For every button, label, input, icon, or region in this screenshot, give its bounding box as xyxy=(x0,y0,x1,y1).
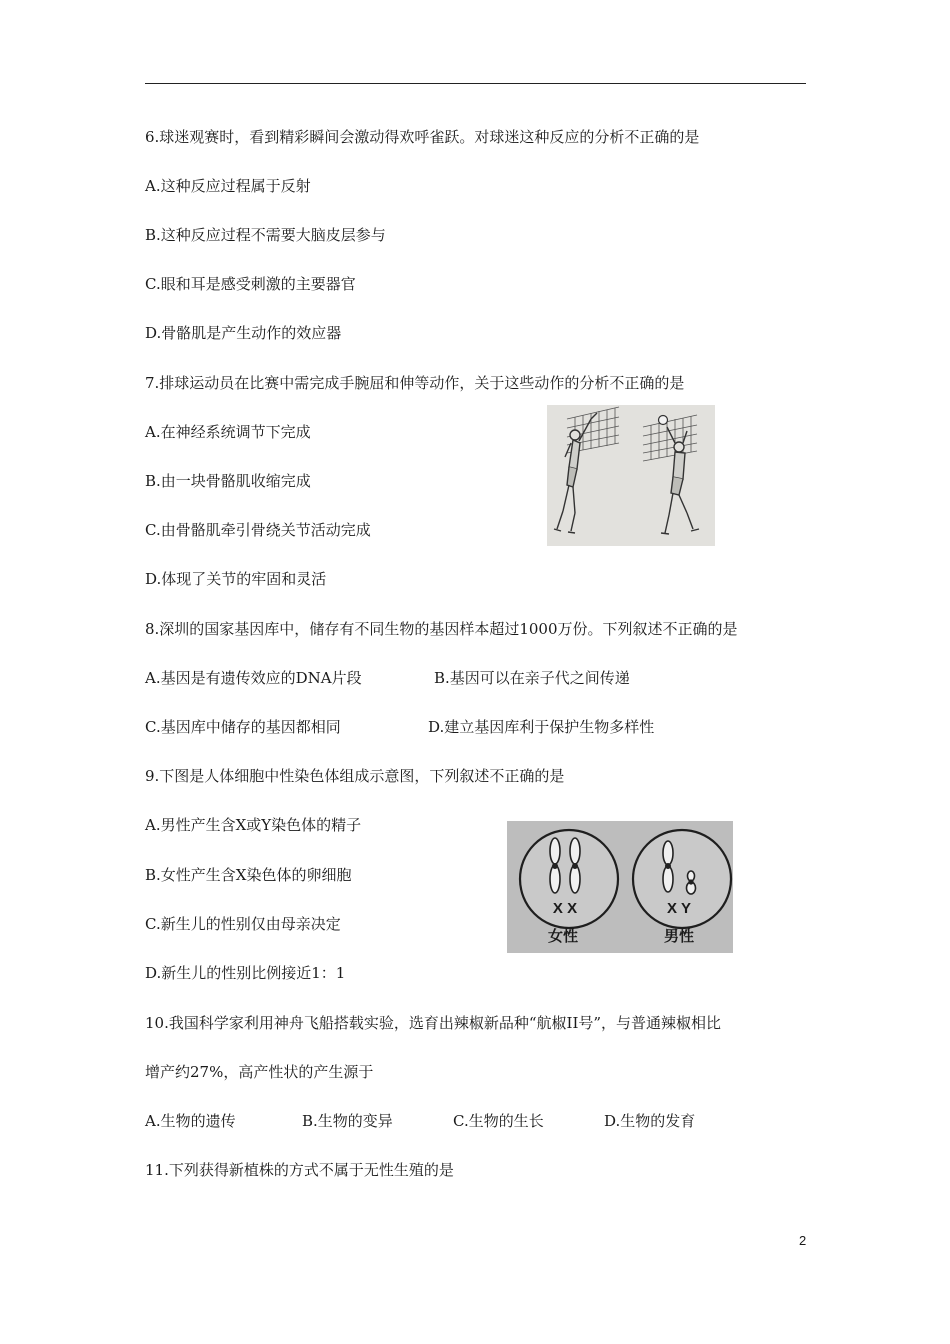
q10-option-b: B.生物的变异 xyxy=(302,1112,393,1130)
female-chromosome-label: X X xyxy=(552,900,578,917)
header-rule xyxy=(145,83,806,84)
q10-stem-line1: 10.我国科学家利用神舟飞船搭载实验，选育出辣椒新品种“航椒II号”，与普通辣椒相比 xyxy=(145,1014,722,1032)
q6-stem: 6.球迷观赛时，看到精彩瞬间会激动得欢呼雀跃。对球迷这种反应的分析不正确的是 xyxy=(145,128,700,146)
q9-option-a: A.男性产生含X或Y染色体的精子 xyxy=(145,816,362,834)
page-number: 2 xyxy=(799,1233,807,1248)
q8-option-c: C.基因库中储存的基因都相同 xyxy=(145,718,341,736)
q6-option-b: B.这种反应过程不需要大脑皮层参与 xyxy=(145,226,386,244)
q9-stem: 9.下图是人体细胞中性染色体组成示意图，下列叙述不正确的是 xyxy=(145,767,565,785)
volleyball-players-figure xyxy=(547,405,715,546)
q10-option-c: C.生物的生长 xyxy=(453,1112,544,1130)
q10-option-d: D.生物的发育 xyxy=(604,1112,696,1130)
q9-option-d: D.新生儿的性别比例接近1：1 xyxy=(145,964,346,982)
female-label: 女性 xyxy=(547,927,579,945)
q8-stem: 8.深圳的国家基因库中，储存有不同生物的基因样本超过1000万份。下列叙述不正确的是 xyxy=(145,620,738,638)
q11-stem: 11.下列获得新植株的方式不属于无性生殖的是 xyxy=(145,1161,454,1179)
male-chromosome-label: X Y xyxy=(667,900,691,917)
q7-option-a: A.在神经系统调节下完成 xyxy=(145,423,311,441)
male-label: 男性 xyxy=(663,927,695,945)
q10-stem-line2: 增产约27%，高产性状的产生源于 xyxy=(145,1063,374,1081)
q7-option-b: B.由一块骨骼肌收缩完成 xyxy=(145,472,311,490)
sex-chromosome-figure xyxy=(507,821,733,953)
q8-option-b: B.基因可以在亲子代之间传递 xyxy=(434,669,630,687)
q10-option-a: A.生物的遗传 xyxy=(145,1112,236,1130)
q9-option-b: B.女性产生含X染色体的卵细胞 xyxy=(145,866,352,884)
q6-option-a: A.这种反应过程属于反射 xyxy=(145,177,311,195)
q8-option-a: A.基因是有遗传效应的DNA片段 xyxy=(145,669,362,687)
q7-stem: 7.排球运动员在比赛中需完成手腕屈和伸等动作，关于这些动作的分析不正确的是 xyxy=(145,374,685,392)
q7-option-d: D.体现了关节的牢固和灵活 xyxy=(145,570,327,588)
q6-option-c: C.眼和耳是感受刺激的主要器官 xyxy=(145,275,356,293)
q7-option-c: C.由骨骼肌牵引骨绕关节活动完成 xyxy=(145,521,371,539)
volleyball-icon xyxy=(659,416,668,425)
q8-option-d: D.建立基因库利于保护生物多样性 xyxy=(428,718,655,736)
volleyball-illustration xyxy=(547,405,715,546)
chromosome-diagram xyxy=(507,821,733,953)
q6-option-d: D.骨骼肌是产生动作的效应器 xyxy=(145,324,342,342)
q9-option-c: C.新生儿的性别仅由母亲决定 xyxy=(145,915,341,933)
